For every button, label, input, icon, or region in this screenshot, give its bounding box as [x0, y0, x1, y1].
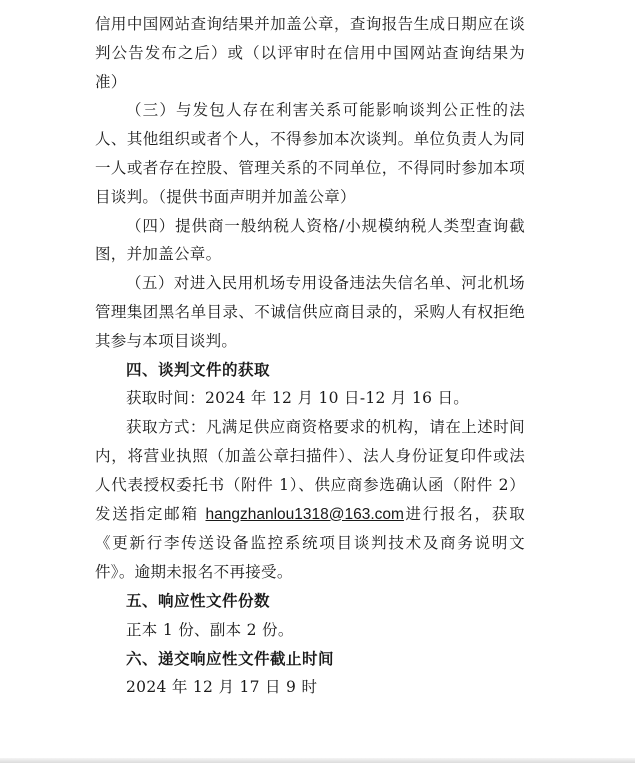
section-heading-6: 六、递交响应性文件截止时间 [126, 649, 335, 668]
paragraph-continuation: 信用中国网站查询结果并加盖公章，查询报告生成日期应在谈判公告发布之后）或（以评审时在信用中国网站查询结果为准） [95, 15, 525, 91]
section-heading-5: 五、响应性文件份数 [126, 591, 271, 610]
acquisition-method-text: 获取方式：凡满足供应商资格要求的机构，请在上述时间内，将营业执照（加盖公章扫描件）、法人身份证复印件或法人代表授权委托书（附件 1）、供应商参选确认函（附件 2）发送指定邮箱 [95, 418, 525, 523]
email-address: hangzhanlou1318@163.com [205, 505, 404, 523]
submission-deadline: 2024 年 12 月 17 日 9 时 [126, 678, 318, 697]
acquisition-time: 获取时间：2024 年 12 月 10 日-12 月 16 日。 [126, 389, 470, 408]
acquisition-method [95, 413, 525, 587]
section-heading-4: 四、谈判文件的获取 [126, 360, 271, 379]
paragraph-clause-5: （五）对进入民用机场专用设备违法失信名单、河北机场管理集团黑名单目录、不诚信供应商目录的，采购人有权拒绝其参与本项目谈判。 [95, 274, 525, 350]
acquisition-method-text-end: 进行报名，获取《更新行李传送设备监控系统项目谈判技术及商务说明文件》。逾期未报名不再接受。 [95, 504, 525, 582]
paragraph-clause-4: （四）提供商一般纳税人资格/小规模纳税人类型查询截图，并加盖公章。 [95, 216, 525, 264]
paragraph-clause-3: （三）与发包人存在利害关系可能影响谈判公正性的法人、其他组织或者个人，不得参加本次谈判。单位负责人为同一人或者存在控股、管理关系的不同单位，不得同时参加本项目谈判。（提供书面声明并加盖公章） [95, 101, 525, 206]
copies-count: 正本 1 份、副本 2 份。 [126, 620, 294, 639]
document-body [95, 10, 525, 702]
